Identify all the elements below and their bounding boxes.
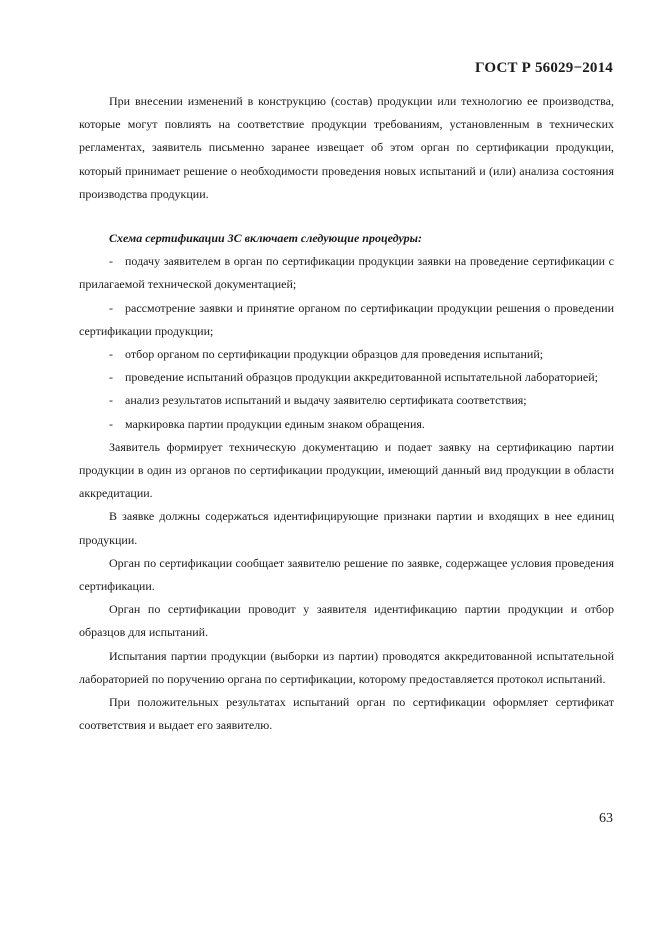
procedure-text: анализ результатов испытаний и выдачу заявителю сертификата соответствия; xyxy=(125,393,527,408)
procedure-item xyxy=(79,297,614,343)
procedure-text: маркировка партии продукции единым знаком обращения. xyxy=(125,416,425,431)
list-dash: - xyxy=(109,393,113,408)
procedure-item xyxy=(79,343,614,366)
list-dash: - xyxy=(109,254,113,269)
body-paragraph: При положительных результатах испытаний орган по сертификации оформляет сертификат соответствия и выдает его заявителю. xyxy=(79,695,614,733)
page-number: 63 xyxy=(599,811,613,826)
procedure-text: отбор органом по сертификации продукции образцов для проведения испытаний; xyxy=(125,347,544,362)
section-spacer xyxy=(79,206,614,227)
list-dash: - xyxy=(109,416,113,431)
body-paragraph: Орган по сертификации сообщает заявителю решение по заявке, содержащее условия проведения сертификации. xyxy=(79,555,614,594)
list-dash: - xyxy=(109,347,113,362)
procedure-text: проведение испытаний образцов продукции аккредитованной испытательной лабораторией; xyxy=(125,370,598,385)
body-paragraph: Заявитель формирует техническую документацию и подает заявку на сертификацию партии продукции в один из органов по сертификации продукции, имеющий данный вид продукции в области аккредитации. xyxy=(79,439,614,501)
intro-paragraph: При внесении изменений в конструкцию (состав) продукции или технологию ее производства, которые могут повлиять на соответствие продукции требованиям, установленным в технических регламентах, заявитель письменно заранее извещает об этом орган по сертификации продукции, который принимает решение о необходимости проведения новых испытаний и (или) анализа состояния производства продукции. xyxy=(79,94,614,201)
procedure-item xyxy=(79,413,614,436)
list-dash: - xyxy=(109,300,113,315)
document-code-header: ГОСТ Р 56029−2014 xyxy=(475,60,613,76)
scheme-heading: Схема сертификации 3С включает следующие процедуры: xyxy=(109,231,422,246)
document-body xyxy=(79,90,614,737)
procedure-list xyxy=(79,250,614,436)
body-paragraph: Орган по сертификации проводит у заявителя идентификацию партии продукции и отбор образцов для испытаний. xyxy=(79,602,614,640)
body-paragraph: Испытания партии продукции (выборки из партии) проводятся аккредитованной испытательной лабораторией по поручению органа по сертификации, которому предоставляется протокол испытаний. xyxy=(79,648,614,686)
procedure-item xyxy=(79,389,614,412)
list-dash: - xyxy=(109,370,113,385)
body-paragraph: В заявке должны содержаться идентифицирующие признаки партии и входящих в нее единиц продукции. xyxy=(79,509,614,547)
procedure-text: подачу заявителем в орган по сертификации продукции заявки на проведение сертификации с прилагаемой технической документацией; xyxy=(79,254,614,292)
procedure-item xyxy=(79,366,614,389)
procedure-text: рассмотрение заявки и принятие органом по сертификации продукции решения о проведении сертификации продукции; xyxy=(79,300,614,338)
procedure-item xyxy=(79,250,614,296)
